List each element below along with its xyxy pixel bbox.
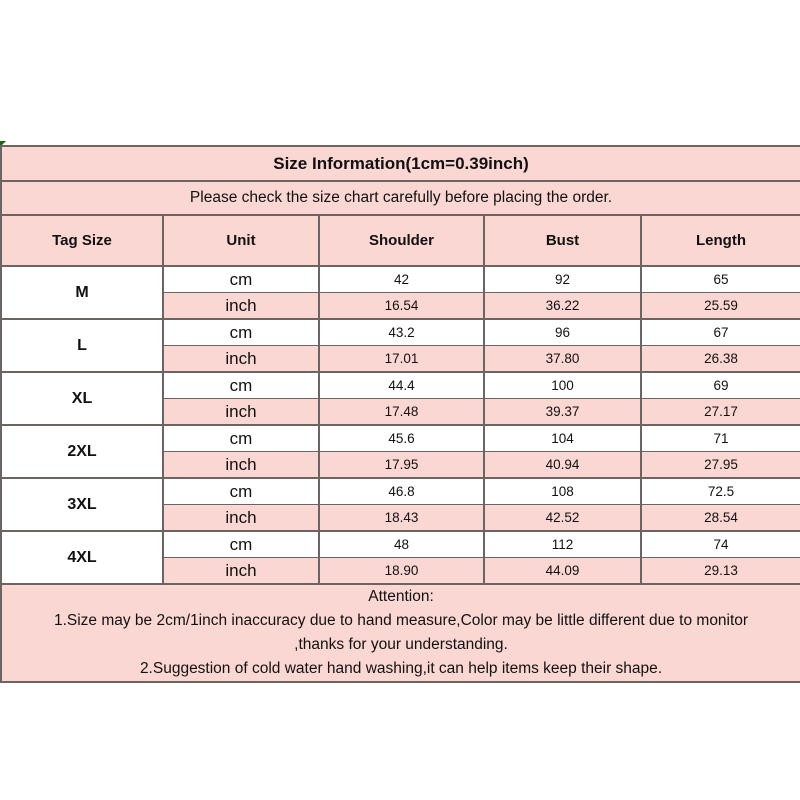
value-cell: 96 (484, 319, 641, 346)
value-cell: 27.95 (641, 452, 800, 479)
unit-cell: cm (163, 531, 319, 558)
attention-line: ,thanks for your understanding. (294, 636, 508, 653)
value-cell: 67 (641, 319, 800, 346)
value-cell: 18.90 (319, 558, 484, 585)
value-cell: 42 (319, 266, 484, 293)
unit-cell: cm (163, 319, 319, 346)
unit-cell: cm (163, 372, 319, 399)
value-cell: 17.48 (319, 399, 484, 426)
unit-cell: inch (163, 293, 319, 320)
value-cell: 42.52 (484, 505, 641, 532)
value-cell: 44.4 (319, 372, 484, 399)
size-tag-cell: 4XL (1, 531, 163, 584)
col-header-unit: Unit (163, 215, 319, 266)
value-cell: 65 (641, 266, 800, 293)
attention-line: 1.Size may be 2cm/1inch inaccuracy due to hand measure,Color may be little different due to monitor (53, 612, 749, 629)
value-cell: 74 (641, 531, 800, 558)
value-cell: 28.54 (641, 505, 800, 532)
size-chart-table (0, 145, 800, 683)
value-cell: 25.59 (641, 293, 800, 320)
col-header-bust: Bust (484, 215, 641, 266)
value-cell: 69 (641, 372, 800, 399)
unit-cell: inch (163, 399, 319, 426)
col-header-shoulder: Shoulder (319, 215, 484, 266)
value-cell: 108 (484, 478, 641, 505)
value-cell: 46.8 (319, 478, 484, 505)
value-cell: 104 (484, 425, 641, 452)
value-cell: 43.2 (319, 319, 484, 346)
unit-cell: inch (163, 346, 319, 373)
value-cell: 45.6 (319, 425, 484, 452)
unit-cell: inch (163, 452, 319, 479)
value-cell: 40.94 (484, 452, 641, 479)
value-cell: 37.80 (484, 346, 641, 373)
value-cell: 92 (484, 266, 641, 293)
attention-line: 2.Suggestion of cold water hand washing,it can help items keep their shape. (139, 660, 663, 677)
chart-title: Size Information(1cm=0.39inch) (1, 146, 800, 181)
value-cell: 16.54 (319, 293, 484, 320)
value-cell: 112 (484, 531, 641, 558)
size-chart (0, 145, 800, 683)
value-cell: 29.13 (641, 558, 800, 585)
chart-subtitle: Please check the size chart carefully before placing the order. (1, 181, 800, 215)
value-cell: 100 (484, 372, 641, 399)
value-cell: 72.5 (641, 478, 800, 505)
value-cell: 27.17 (641, 399, 800, 426)
value-cell: 44.09 (484, 558, 641, 585)
unit-cell: inch (163, 558, 319, 585)
size-tag-cell: M (1, 266, 163, 319)
size-tag-cell: 3XL (1, 478, 163, 531)
value-cell: 17.95 (319, 452, 484, 479)
value-cell: 36.22 (484, 293, 641, 320)
value-cell: 18.43 (319, 505, 484, 532)
value-cell: 39.37 (484, 399, 641, 426)
col-header-tag-size: Tag Size (1, 215, 163, 266)
value-cell: 26.38 (641, 346, 800, 373)
size-tag-cell: XL (1, 372, 163, 425)
unit-cell: cm (163, 425, 319, 452)
size-tag-cell: L (1, 319, 163, 372)
attention-note (1, 584, 800, 682)
unit-cell: cm (163, 478, 319, 505)
value-cell: 17.01 (319, 346, 484, 373)
value-cell: 71 (641, 425, 800, 452)
attention-line: Attention: (368, 588, 434, 605)
size-tag-cell: 2XL (1, 425, 163, 478)
unit-cell: cm (163, 266, 319, 293)
value-cell: 48 (319, 531, 484, 558)
col-header-length: Length (641, 215, 800, 266)
unit-cell: inch (163, 505, 319, 532)
